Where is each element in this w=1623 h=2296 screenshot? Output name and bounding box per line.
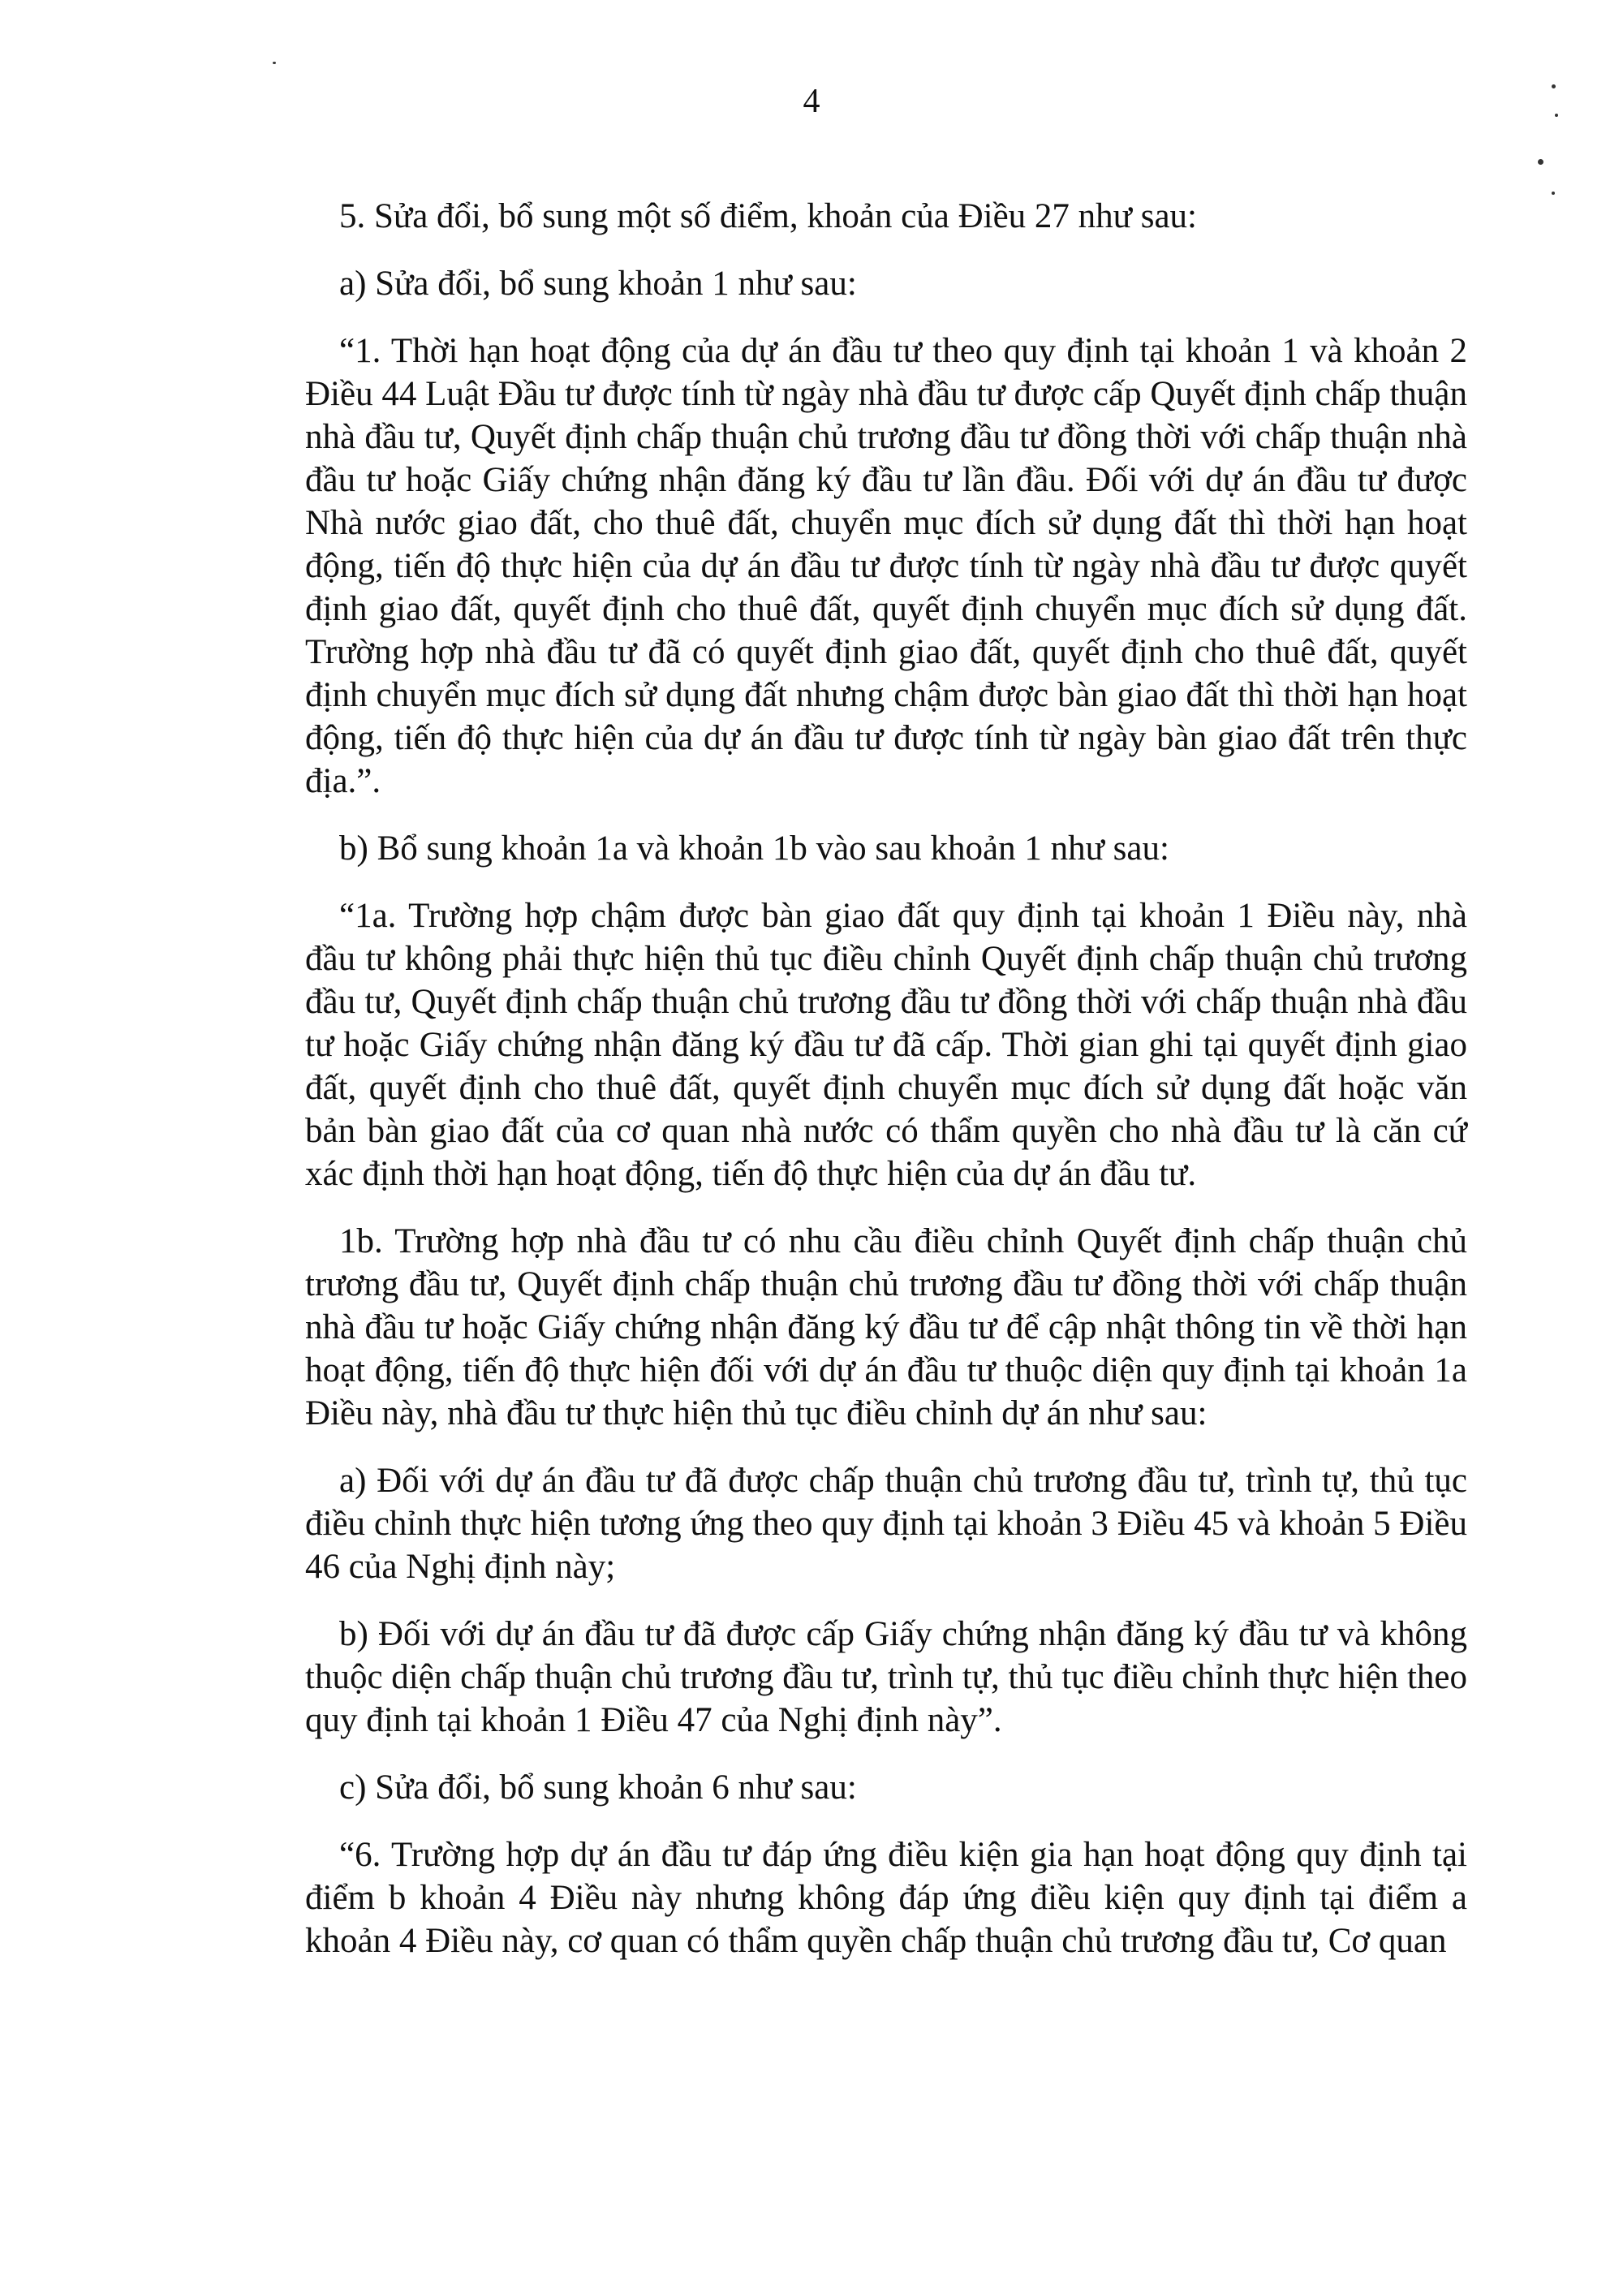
section-heading-item-5: 5. Sửa đổi, bổ sung một số điểm, khoản của Điều 27 như sau: — [339, 197, 1198, 235]
clause-1b-point-a: a) Đối với dự án đầu tư đã được chấp thuận chủ trương đầu tư, trình tự, thủ tục điều chỉnh thực hiện tương ứng theo quy định tại khoản 3 Điều 45 và khoản 5 Điều 46 của Nghị định này; — [305, 1462, 1467, 1586]
subitem-c-amend-clause-6: c) Sửa đổi, bổ sung khoản 6 như sau: — [339, 1768, 857, 1807]
clause-1b-point-b: b) Đối với dự án đầu tư đã được cấp Giấy chứng nhận đăng ký đầu tư và không thuộc diện chấp thuận chủ trương đầu tư, trình tự, thủ tục điều chỉnh thực hiện theo quy định tại khoản 1 Điều 47 của Nghị định này”. — [305, 1615, 1467, 1739]
clause-6-text: “6. Trường hợp dự án đầu tư đáp ứng điều kiện gia hạn hoạt động quy định tại điểm b khoản 4 Điều này nhưng không đáp ứng điều kiện quy định tại điểm a khoản 4 Điều này, cơ quan có thẩm quyền chấp thuận chủ trương đầu tư, Cơ quan — [305, 1836, 1467, 1960]
clause-1b-text: 1b. Trường hợp nhà đầu tư có nhu cầu điều chỉnh Quyết định chấp thuận chủ trương đầu tư, Quyết định chấp thuận chủ trương đầu tư đồng thời với chấp thuận nhà đầu tư hoặc Giấy chứng nhận đăng ký đầu tư để cập nhật thông tin về thời hạn hoạt động, tiến độ thực hiện đối với dự án đầu tư thuộc diện quy định tại khoản 1a Điều này, nhà đầu tư thực hiện thủ tục điều chỉnh dự án như sau: — [305, 1222, 1467, 1432]
subitem-b-add-clauses: b) Bổ sung khoản 1a và khoản 1b vào sau khoản 1 như sau: — [339, 829, 1169, 868]
clause-1-text: “1. Thời hạn hoạt động của dự án đầu tư theo quy định tại khoản 1 và khoản 2 Điều 44 Luật Đầu tư được tính từ ngày nhà đầu tư được cấp Quyết định chấp thuận nhà đầu tư, Quyết định chấp thuận chủ trương đầu tư đồng thời với chấp thuận nhà đầu tư hoặc Giấy chứng nhận đăng ký đầu tư lần đầu. Đối với dự án đầu tư được Nhà nước giao đất, cho thuê đất, chuyển mục đích sử dụng đất thì thời hạn hoạt động, tiến độ thực hiện của dự án đầu tư được tính từ ngày nhà đầu tư được quyết định giao đất, quyết định cho thuê đất, quyết định chuyển mục đích sử dụng đất. Trường hợp nhà đầu tư đã có quyết định giao đất, quyết định cho thuê đất, quyết định chuyển mục đích sử dụng đất nhưng chậm được bàn giao đất thì thời hạn hoạt động, tiến độ thực hiện của dự án đầu tư được tính từ ngày bàn giao đất trên thực địa.”. — [305, 332, 1467, 800]
page-number: 4 — [803, 83, 820, 120]
scan-speck — [1555, 114, 1558, 117]
scan-speck — [1552, 192, 1555, 195]
clause-1a-text: “1a. Trường hợp chậm được bàn giao đất quy định tại khoản 1 Điều này, nhà đầu tư không phải thực hiện thủ tục điều chỉnh Quyết định chấp thuận chủ trương đầu tư, Quyết định chấp thuận chủ trương đầu tư đồng thời với chấp thuận nhà đầu tư hoặc Giấy chứng nhận đăng ký đầu tư đã cấp. Thời gian ghi tại quyết định giao đất, quyết định cho thuê đất, quyết định chuyển mục đích sử dụng đất hoặc văn bản bàn giao đất của cơ quan nhà nước có thẩm quyền cho nhà đầu tư là căn cứ xác định thời hạn hoạt động, tiến độ thực hiện của dự án đầu tư. — [305, 897, 1467, 1193]
scan-speck — [1552, 84, 1556, 88]
subitem-a-amend-clause-1: a) Sửa đổi, bổ sung khoản 1 như sau: — [339, 265, 857, 303]
document-body — [305, 195, 1467, 1987]
scan-speck — [1538, 159, 1543, 165]
scan-speck — [273, 62, 276, 64]
